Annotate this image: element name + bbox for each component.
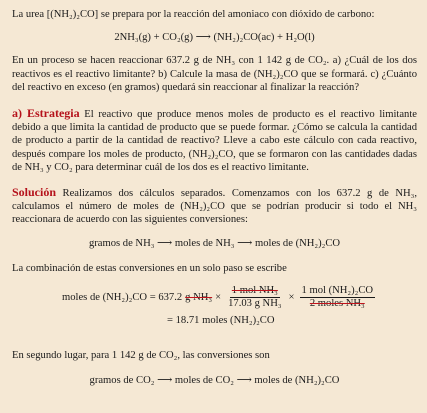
calc-lhs: moles de (NH₂)₂CO = 637.2 xyxy=(62,291,183,303)
estrategia-heading: a) Estrategia xyxy=(12,106,80,121)
second-calc-text: En segundo lugar, para 1 142 g de CO₂, las conversiones son xyxy=(12,350,270,362)
solucion-text: Realizamos dos cálculos separados. Comenzamos con los 637.2 g de NH₃, calculamos el número de moles de (NH₂)₂CO que se podrían producir si todo el NH₃ reaccionara de acuerdo con las siguientes conversiones: xyxy=(12,188,417,226)
combination-text: La combinación de estas conversiones en un solo paso se escribe xyxy=(12,262,287,274)
times-sign-2: × xyxy=(288,291,295,303)
calculation-equation xyxy=(12,285,417,310)
conversion-chain-nh3: gramos de NH₃ ⟶ moles de NH₃ ⟶ moles de (NH₂)₂CO xyxy=(88,237,341,249)
fraction-1-denominator-text: 17.03 g NH₃ xyxy=(228,298,282,310)
fraction-molar-mass xyxy=(226,285,283,310)
estrategia-text: El reactivo que produce menos moles de producto es el reactivo limitante debido a que limita la cantidad de producto que se puede formar. ¿Cómo se calcula la cantidad de producto a partir de la cantidad de reactivo? Lleve a cabo este cálculo con cada reactivo, después compare los moles de producto, (NH₂)₂CO, que se formaron con las cantidades dadas de NH₃ y CO₂ para determinar cuál de los dos es el reactivo limitante. xyxy=(12,109,417,173)
estrategia-paragraph xyxy=(12,107,417,174)
fraction-2-numerator: 1 mol (NH₂)₂CO xyxy=(301,285,374,297)
fraction-1-denominator xyxy=(226,298,283,310)
conversion-chain-co2: gramos de CO₂ ⟶ moles de CO₂ ⟶ moles de (NH₂)₂CO xyxy=(89,375,340,387)
fraction-mole-ratio xyxy=(300,285,376,310)
calc-g-nh3: g NH₃ xyxy=(185,291,213,303)
fraction-2-denominator: 2 moles NH₃ xyxy=(309,298,365,310)
solucion-paragraph xyxy=(12,186,417,227)
solucion-heading: Solución xyxy=(12,185,57,200)
fraction-1-numerator: 1 mol NH₃ xyxy=(231,285,278,297)
problem-statement: En un proceso se hacen reaccionar 637.2 g de NH₃ con 1 142 g de CO₂. a) ¿Cuál de los dos reactivos es el reactivo limitante? b) Calcule la masa de (NH₂)₂CO que se formará. c) ¿Cuánto del reactivo en exceso (en gramos) quedará sin reaccionar al finalizar la reacción? xyxy=(12,55,417,93)
intro-text: La urea [(NH₂)₂CO] se prepara por la reacción del amoniaco con dióxido de carbono: xyxy=(12,9,375,20)
times-sign-1: × xyxy=(215,291,222,303)
reaction-equation: 2NH₃(g) + CO₂(g) ⟶ (NH₂)₂CO(ac) + H₂O(l) xyxy=(114,32,315,44)
calc-result: = 18.71 moles (NH₂)₂CO xyxy=(167,315,275,327)
